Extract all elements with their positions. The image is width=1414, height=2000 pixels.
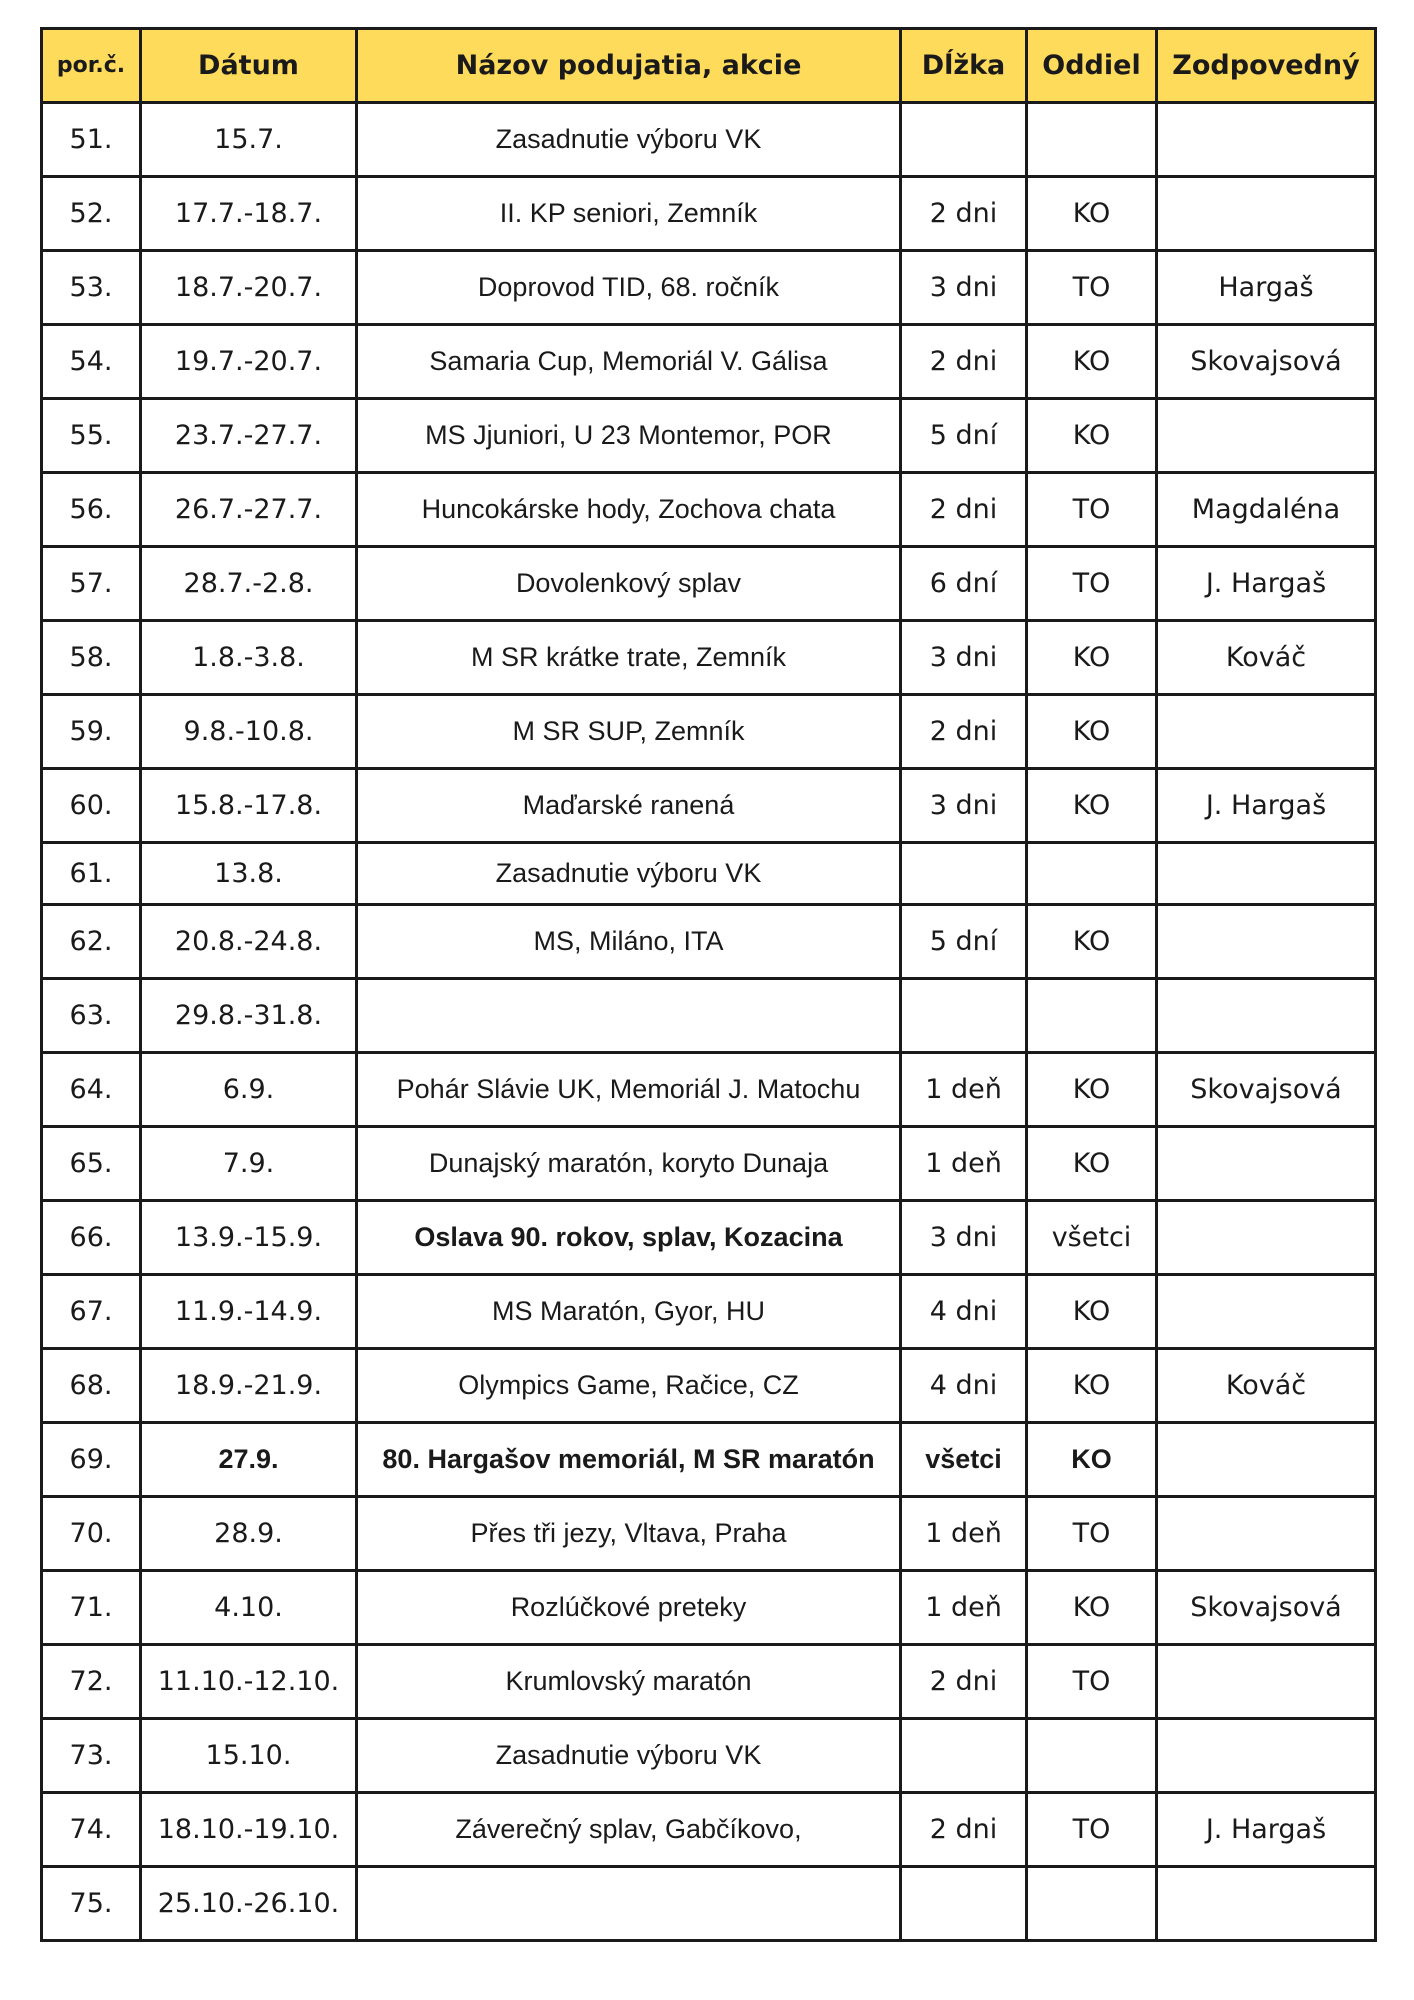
row-length: 3 dni	[901, 251, 1027, 325]
table-row	[42, 103, 1376, 177]
row-number: 61.	[42, 843, 141, 905]
row-event: Huncokárske hody, Zochova chata	[357, 473, 901, 547]
row-length: 4 dni	[901, 1275, 1027, 1349]
row-date: 28.9.	[141, 1497, 357, 1571]
row-responsible	[1157, 695, 1376, 769]
row-number: 59.	[42, 695, 141, 769]
row-event: 80. Hargašov memoriál, M SR maratón	[357, 1423, 901, 1497]
row-responsible	[1157, 399, 1376, 473]
row-event: MS Jjuniori, U 23 Montemor, POR	[357, 399, 901, 473]
table-row	[42, 1793, 1376, 1867]
row-date: 9.8.-10.8.	[141, 695, 357, 769]
row-department: KO	[1027, 1275, 1157, 1349]
row-length: 2 dni	[901, 177, 1027, 251]
row-department	[1027, 979, 1157, 1053]
row-responsible: J. Hargaš	[1157, 547, 1376, 621]
row-department	[1027, 103, 1157, 177]
row-date: 11.10.-12.10.	[141, 1645, 357, 1719]
table-row	[42, 695, 1376, 769]
row-responsible: Skovajsová	[1157, 1571, 1376, 1645]
row-number: 54.	[42, 325, 141, 399]
row-date: 26.7.-27.7.	[141, 473, 357, 547]
row-event: Zasadnutie výboru VK	[357, 843, 901, 905]
row-number: 53.	[42, 251, 141, 325]
row-number: 72.	[42, 1645, 141, 1719]
row-department: KO	[1027, 769, 1157, 843]
row-event: M SR krátke trate, Zemník	[357, 621, 901, 695]
row-length: 5 dní	[901, 399, 1027, 473]
row-length: 1 deň	[901, 1127, 1027, 1201]
table-row	[42, 1053, 1376, 1127]
row-number: 70.	[42, 1497, 141, 1571]
row-length: 2 dni	[901, 1645, 1027, 1719]
row-event	[357, 979, 901, 1053]
row-date: 18.9.-21.9.	[141, 1349, 357, 1423]
table-row	[42, 905, 1376, 979]
row-department: KO	[1027, 399, 1157, 473]
row-length: 2 dni	[901, 473, 1027, 547]
row-department: KO	[1027, 1423, 1157, 1497]
row-number: 60.	[42, 769, 141, 843]
row-department: KO	[1027, 695, 1157, 769]
row-length: 2 dni	[901, 695, 1027, 769]
row-responsible	[1157, 1719, 1376, 1793]
row-number: 68.	[42, 1349, 141, 1423]
row-date: 20.8.-24.8.	[141, 905, 357, 979]
table-row	[42, 1645, 1376, 1719]
row-number: 55.	[42, 399, 141, 473]
row-responsible: Kováč	[1157, 621, 1376, 695]
row-event: Oslava 90. rokov, splav, Kozacina	[357, 1201, 901, 1275]
row-number: 75.	[42, 1867, 141, 1941]
table-row	[42, 843, 1376, 905]
table-row	[42, 1867, 1376, 1941]
row-department: KO	[1027, 905, 1157, 979]
row-number: 69.	[42, 1423, 141, 1497]
row-date: 27.9.	[141, 1423, 357, 1497]
row-department: KO	[1027, 1349, 1157, 1423]
row-number: 74.	[42, 1793, 141, 1867]
row-department: TO	[1027, 1645, 1157, 1719]
row-date: 1.8.-3.8.	[141, 621, 357, 695]
row-date: 13.8.	[141, 843, 357, 905]
row-length: 3 dni	[901, 1201, 1027, 1275]
row-number: 65.	[42, 1127, 141, 1201]
row-number: 58.	[42, 621, 141, 695]
table-row	[42, 1719, 1376, 1793]
row-date: 7.9.	[141, 1127, 357, 1201]
table-row	[42, 769, 1376, 843]
row-number: 71.	[42, 1571, 141, 1645]
row-number: 66.	[42, 1201, 141, 1275]
row-department: KO	[1027, 177, 1157, 251]
row-department: TO	[1027, 547, 1157, 621]
row-department	[1027, 1719, 1157, 1793]
row-department: KO	[1027, 1127, 1157, 1201]
row-length: všetci	[901, 1423, 1027, 1497]
row-date: 15.10.	[141, 1719, 357, 1793]
row-length: 4 dni	[901, 1349, 1027, 1423]
table-row	[42, 1423, 1376, 1497]
row-department: KO	[1027, 325, 1157, 399]
row-length: 2 dni	[901, 325, 1027, 399]
table-row	[42, 399, 1376, 473]
row-number: 67.	[42, 1275, 141, 1349]
row-responsible: Magdaléna	[1157, 473, 1376, 547]
table-row	[42, 325, 1376, 399]
row-department: KO	[1027, 1053, 1157, 1127]
table-row	[42, 547, 1376, 621]
row-event: Záverečný splav, Gabčíkovo,	[357, 1793, 901, 1867]
row-event: Zasadnutie výboru VK	[357, 1719, 901, 1793]
row-number: 51.	[42, 103, 141, 177]
header-department: Oddiel	[1027, 29, 1157, 103]
row-date: 28.7.-2.8.	[141, 547, 357, 621]
row-responsible	[1157, 1201, 1376, 1275]
row-department: TO	[1027, 251, 1157, 325]
row-date: 23.7.-27.7.	[141, 399, 357, 473]
row-department: všetci	[1027, 1201, 1157, 1275]
row-length: 2 dni	[901, 1793, 1027, 1867]
row-length: 1 deň	[901, 1497, 1027, 1571]
row-responsible	[1157, 1127, 1376, 1201]
row-length: 1 deň	[901, 1053, 1027, 1127]
table-row	[42, 979, 1376, 1053]
row-number: 57.	[42, 547, 141, 621]
row-event: M SR SUP, Zemník	[357, 695, 901, 769]
row-date: 17.7.-18.7.	[141, 177, 357, 251]
row-date: 18.10.-19.10.	[141, 1793, 357, 1867]
row-event: Doprovod TID, 68. ročník	[357, 251, 901, 325]
row-responsible	[1157, 1497, 1376, 1571]
row-number: 73.	[42, 1719, 141, 1793]
row-responsible	[1157, 1867, 1376, 1941]
row-length	[901, 1867, 1027, 1941]
row-number: 63.	[42, 979, 141, 1053]
table-row	[42, 1497, 1376, 1571]
row-number: 52.	[42, 177, 141, 251]
row-number: 64.	[42, 1053, 141, 1127]
table-row	[42, 1275, 1376, 1349]
row-event: Krumlovský maratón	[357, 1645, 901, 1719]
header-event: Názov podujatia, akcie	[357, 29, 901, 103]
row-event: Dovolenkový splav	[357, 547, 901, 621]
table-row	[42, 621, 1376, 695]
table-row	[42, 1571, 1376, 1645]
row-date: 15.7.	[141, 103, 357, 177]
row-date: 15.8.-17.8.	[141, 769, 357, 843]
header-date: Dátum	[141, 29, 357, 103]
row-department	[1027, 843, 1157, 905]
row-event: Pohár Slávie UK, Memoriál J. Matochu	[357, 1053, 901, 1127]
events-table	[40, 27, 1377, 1942]
row-event	[357, 1867, 901, 1941]
row-length: 3 dni	[901, 769, 1027, 843]
row-length: 6 dní	[901, 547, 1027, 621]
row-event: Samaria Cup, Memoriál V. Gálisa	[357, 325, 901, 399]
row-department: TO	[1027, 1497, 1157, 1571]
row-responsible	[1157, 843, 1376, 905]
table-row	[42, 251, 1376, 325]
row-number: 62.	[42, 905, 141, 979]
row-date: 18.7.-20.7.	[141, 251, 357, 325]
row-length	[901, 103, 1027, 177]
table-row	[42, 177, 1376, 251]
row-responsible	[1157, 979, 1376, 1053]
table-row	[42, 1127, 1376, 1201]
row-length: 1 deň	[901, 1571, 1027, 1645]
table-row	[42, 473, 1376, 547]
header-row	[42, 29, 1376, 103]
row-responsible	[1157, 177, 1376, 251]
row-responsible: J. Hargaš	[1157, 1793, 1376, 1867]
row-responsible	[1157, 905, 1376, 979]
row-date: 25.10.-26.10.	[141, 1867, 357, 1941]
row-date: 29.8.-31.8.	[141, 979, 357, 1053]
table-row	[42, 1349, 1376, 1423]
row-date: 13.9.-15.9.	[141, 1201, 357, 1275]
row-length	[901, 1719, 1027, 1793]
row-responsible: Hargaš	[1157, 251, 1376, 325]
table-row	[42, 1201, 1376, 1275]
header-responsible: Zodpovedný	[1157, 29, 1376, 103]
row-responsible: Skovajsová	[1157, 325, 1376, 399]
row-department: TO	[1027, 473, 1157, 547]
row-department: KO	[1027, 621, 1157, 695]
row-responsible: J. Hargaš	[1157, 769, 1376, 843]
row-date: 6.9.	[141, 1053, 357, 1127]
row-responsible: Kováč	[1157, 1349, 1376, 1423]
row-event: Dunajský maratón, koryto Dunaja	[357, 1127, 901, 1201]
row-length: 3 dni	[901, 621, 1027, 695]
row-event: Zasadnutie výboru VK	[357, 103, 901, 177]
header-number: por.č.	[42, 29, 141, 103]
row-date: 19.7.-20.7.	[141, 325, 357, 399]
row-department: TO	[1027, 1793, 1157, 1867]
row-event: Olympics Game, Račice, CZ	[357, 1349, 901, 1423]
row-responsible	[1157, 1645, 1376, 1719]
row-department	[1027, 1867, 1157, 1941]
row-length	[901, 843, 1027, 905]
row-event: MS, Miláno, ITA	[357, 905, 901, 979]
row-department: KO	[1027, 1571, 1157, 1645]
row-length: 5 dní	[901, 905, 1027, 979]
row-event: II. KP seniori, Zemník	[357, 177, 901, 251]
row-event: Rozlúčkové preteky	[357, 1571, 901, 1645]
header-length: Dĺžka	[901, 29, 1027, 103]
row-responsible	[1157, 1275, 1376, 1349]
row-responsible	[1157, 1423, 1376, 1497]
row-event: Přes tři jezy, Vltava, Praha	[357, 1497, 901, 1571]
row-responsible	[1157, 103, 1376, 177]
row-number: 56.	[42, 473, 141, 547]
row-length	[901, 979, 1027, 1053]
row-date: 4.10.	[141, 1571, 357, 1645]
row-event: Maďarské ranená	[357, 769, 901, 843]
row-responsible: Skovajsová	[1157, 1053, 1376, 1127]
row-date: 11.9.-14.9.	[141, 1275, 357, 1349]
row-event: MS Maratón, Gyor, HU	[357, 1275, 901, 1349]
